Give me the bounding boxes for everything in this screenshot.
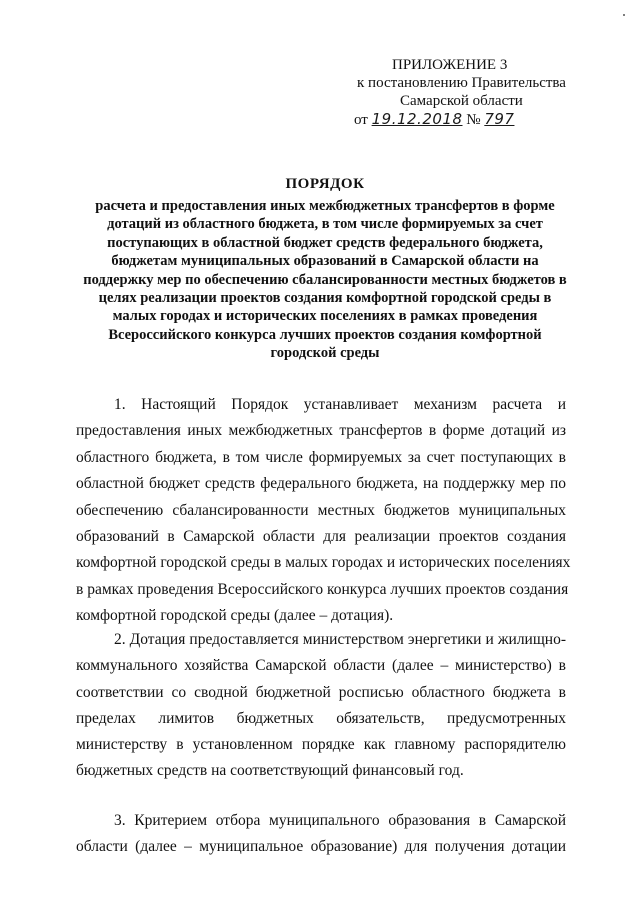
appendix-header: [352, 56, 582, 129]
paragraph-line: бюджетных средств на соответствующий финансовый год.: [76, 762, 464, 780]
title-line: дотаций из областного бюджета, в том числе формируемых за счет: [107, 216, 543, 233]
paragraph-line: образований в Самарской области для реализации проектов создания: [76, 528, 566, 546]
title-line: расчета и предоставления иных межбюджетных трансфертов в форме: [95, 198, 555, 214]
paragraph-line: министерству в установленном порядке как главному распорядителю: [76, 736, 566, 754]
paragraph-2: [76, 627, 566, 785]
title-line: поддержку мер по обеспечению сбалансированности местных бюджетов в: [83, 271, 567, 288]
paragraph-line: пределах лимитов бюджетных обязательств, предусмотренных: [76, 709, 566, 727]
paragraph-3: [76, 808, 566, 861]
paragraph-line: области (далее – муниципальное образование) для получения дотации: [76, 838, 566, 856]
paragraph-line: комфортной городской среды (далее – дотация).: [76, 607, 394, 625]
title-heading: ПОРЯДОК: [285, 176, 365, 192]
date-number-line: [352, 110, 582, 129]
paragraph-line: 2. Дотация предоставляется министерством энергетики и жилищно-: [114, 631, 566, 648]
number-label: №: [466, 112, 481, 128]
title-line: городской среды: [270, 345, 380, 362]
scan-speck: [623, 14, 625, 16]
region-name: Самарской области: [400, 93, 523, 109]
paragraph-line: соответствии со сводной бюджетной росписью областного бюджета в: [76, 683, 566, 701]
paragraph-line: областной бюджет средств федерального бюджета, на поддержку мер по: [76, 475, 566, 493]
title-line: целях реализации проектов создания комфортной городской среды в: [98, 290, 552, 307]
paragraph-line: обеспечению сбалансированности местных бюджетов муниципальных: [76, 501, 566, 519]
title-line: поступающих в областной бюджет средств федерального бюджета,: [107, 234, 543, 251]
handwritten-date: 19.12.2018: [371, 110, 463, 128]
appendix-number: ПРИЛОЖЕНИЕ 3: [392, 57, 508, 73]
paragraph-line: областного бюджета, в том числе формируемых за счет поступающих в: [76, 448, 566, 466]
document-title: [60, 175, 590, 363]
title-line: малых городах и исторических поселениях в рамках проведения: [112, 308, 538, 325]
paragraph-line: 3. Критерием отбора муниципального образования в Самарской: [114, 812, 566, 829]
paragraph-line: в рамках проведения Всероссийского конкурса лучших проектов создания: [76, 580, 569, 598]
paragraph-1: [76, 392, 571, 630]
paragraph-line: коммунального хозяйства Самарской области (далее – министерство) в: [76, 657, 566, 675]
from-label: от: [354, 112, 368, 128]
resolution-reference: к постановлению Правительства: [357, 75, 566, 91]
paragraph-line: комфортной городской среды в малых городах и исторических поселениях: [76, 554, 571, 572]
title-line: Всероссийского конкурса лучших проектов создания комфортной: [108, 326, 542, 343]
paragraph-line: 1. Настоящий Порядок устанавливает механизм расчета и: [114, 396, 566, 413]
paragraph-line: предоставления иных межбюджетных трансфертов в форме дотаций из: [76, 422, 566, 440]
title-line: бюджетам муниципальных образований в Самарской области на: [111, 253, 539, 270]
handwritten-number: 797: [484, 110, 515, 128]
